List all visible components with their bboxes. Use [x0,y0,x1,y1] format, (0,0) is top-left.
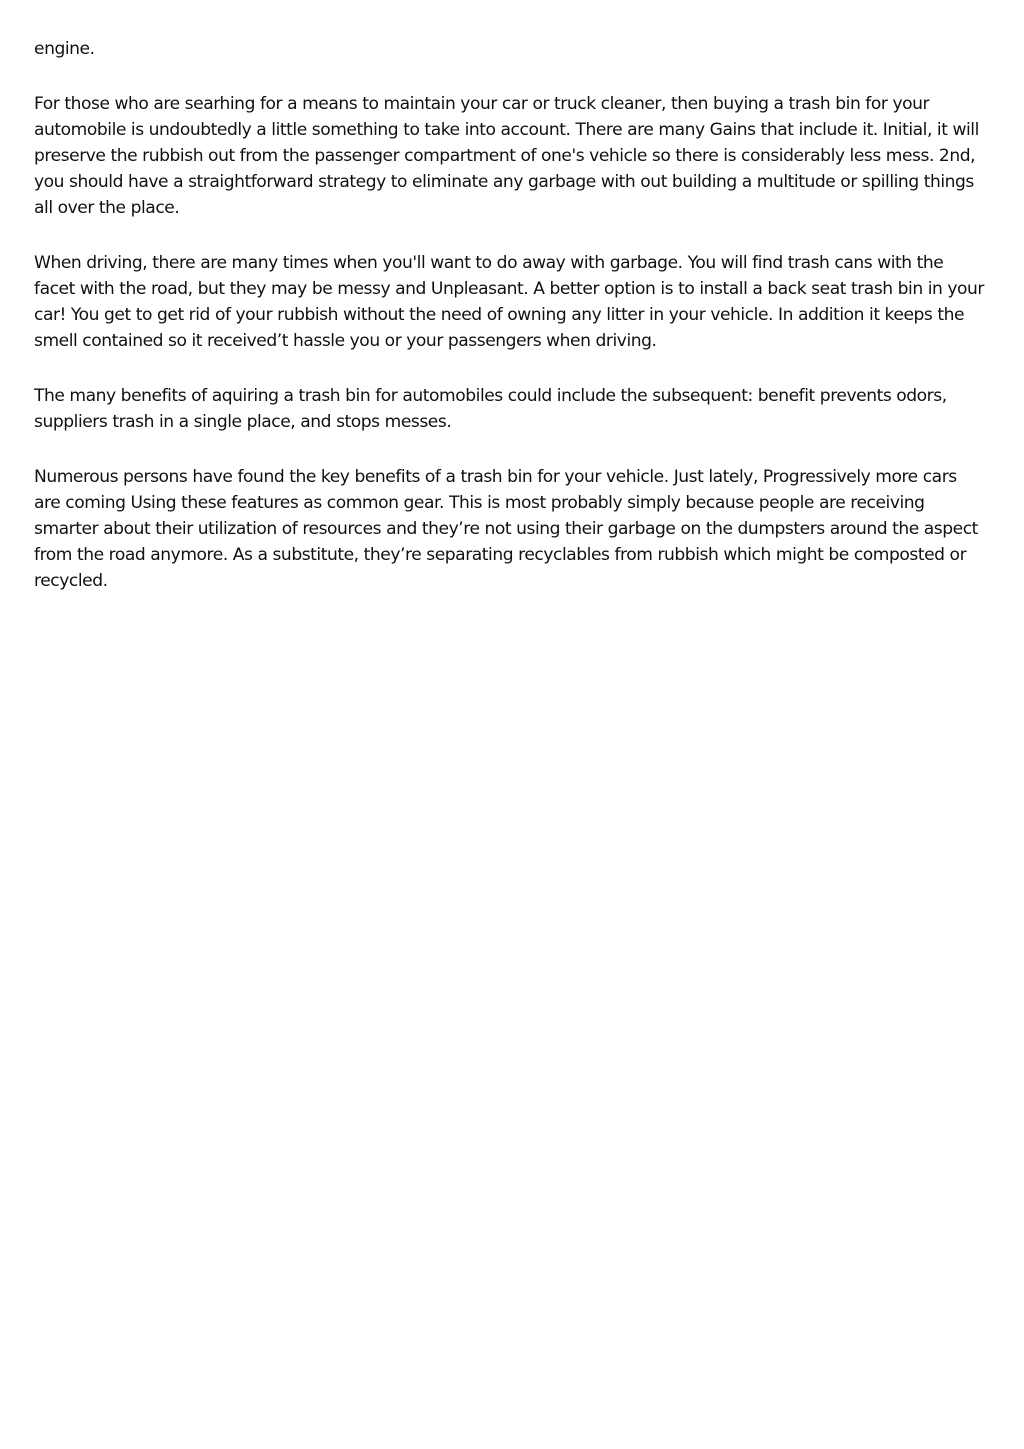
document-page [34,36,986,623]
paragraph-benefits-list: The many benefits of aquiring a trash bin for automobiles could include the subsequent: benefit prevents odors, suppliers trash in a single place, and stops messes. [34,386,947,432]
paragraph-driving-garbage: When driving, there are many times when you'll want to do away with garbage. You will find trash cans with the facet with the road, but they may be messy and Unpleasant. A better option is to install a back seat trash bin in your car! You get to get rid of your rubbish without the need of owning any litter in your vehicle. In addition it keeps the smell contained so it received’t hassle you or your passengers when driving. [34,253,985,351]
paragraph-benefits-intro: For those who are searhing for a means to maintain your car or truck cleaner, then buying a trash bin for your automobile is undoubtedly a little something to take into account. There are many Gains that include it. Initial, it will preserve the rubbish out from the passenger compartment of one's vehicle so there is considerably less mess. 2nd, you should have a straightforward strategy to eliminate any garbage with out building a multitude or spilling things all over the place. [34,94,979,218]
paragraph-continuation: engine. [34,39,95,59]
paragraph-common-gear: Numerous persons have found the key benefits of a trash bin for your vehicle. Just lately, Progressively more cars are coming Using these features as common gear. This is most probably simply because people are receiving smarter about their utilization of resources and they’re not using their garbage on the dumpsters around the aspect from the road anymore. As a substitute, they’re separating recyclables from rubbish which might be composted or recycled. [34,467,978,591]
